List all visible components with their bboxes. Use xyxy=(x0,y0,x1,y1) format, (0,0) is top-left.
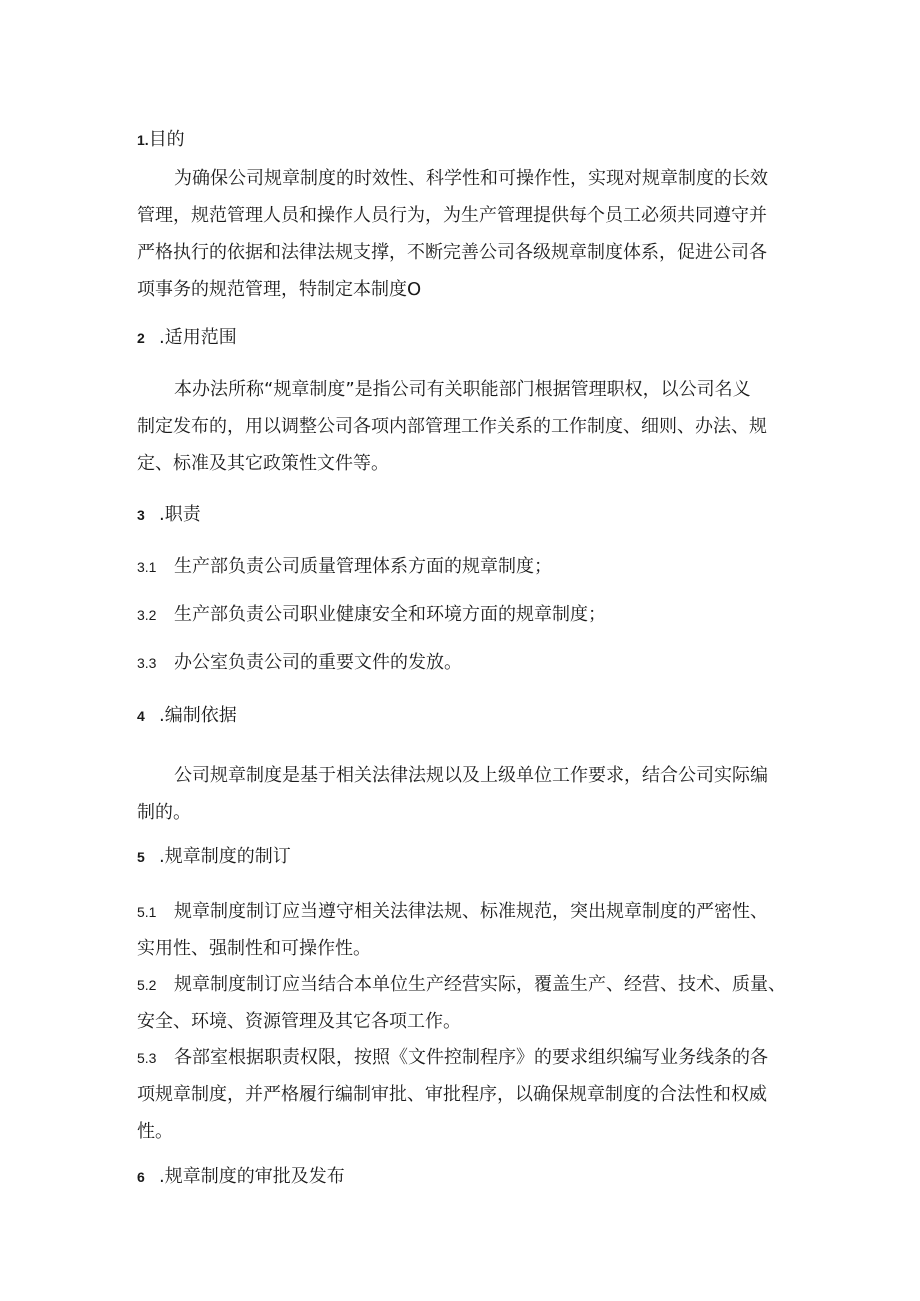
item-text: 生产部负责公司质量管理体系方面的规章制度； xyxy=(174,556,552,577)
paragraph-line: 定、标准及其它政策性文件等。 xyxy=(137,453,389,474)
section-number: 1. xyxy=(137,132,149,148)
list-item xyxy=(137,973,786,997)
paragraph-line: 性。 xyxy=(137,1121,173,1142)
section-heading-1 xyxy=(137,128,185,152)
section-heading-4 xyxy=(137,704,237,728)
item-text: 规章制度制订应当遵守相关法律法规、标准规范，突出规章制度的严密性、 xyxy=(174,901,768,922)
section-heading-2 xyxy=(137,326,237,350)
section-heading-3 xyxy=(137,503,201,527)
section-title: .职责 xyxy=(159,504,201,525)
list-item xyxy=(137,555,552,579)
item-number: 5.3 xyxy=(137,1050,157,1066)
item-number: 3.2 xyxy=(137,607,157,623)
item-number: 5.1 xyxy=(137,904,157,920)
paragraph-line: 项规章制度，并严格履行编制审批、审批程序，以确保规章制度的合法性和权威 xyxy=(137,1084,767,1105)
list-item xyxy=(137,1046,768,1070)
paragraph-line: 本办法所称“规章制度”是指公司有关职能部门根据管理职权，以公司名义 xyxy=(174,379,751,400)
item-number: 3.1 xyxy=(137,559,157,575)
section-number: 2 xyxy=(137,330,145,346)
list-item xyxy=(137,900,768,924)
section-heading-6 xyxy=(137,1165,345,1189)
paragraph-line: 管理，规范管理人员和操作人员行为，为生产管理提供每个员工必须共同遵守并 xyxy=(137,205,767,226)
paragraph-line: 安全、环境、资源管理及其它各项工作。 xyxy=(137,1011,461,1032)
item-text: 各部室根据职责权限，按照《文件控制程序》的要求组织编写业务线条的各 xyxy=(174,1047,768,1068)
item-number: 3.3 xyxy=(137,655,157,671)
paragraph-line: 制的。 xyxy=(137,802,191,823)
section-heading-5 xyxy=(137,845,291,869)
paragraph-line: 制定发布的，用以调整公司各项内部管理工作关系的工作制度、细则、办法、规 xyxy=(137,416,767,437)
item-text: 生产部负责公司职业健康安全和环境方面的规章制度； xyxy=(174,604,606,625)
section-number: 4 xyxy=(137,708,145,724)
item-text: 办公室负责公司的重要文件的发放。 xyxy=(174,652,462,673)
section-title: .编制依据 xyxy=(159,705,237,726)
paragraph-line: 实用性、强制性和可操作性。 xyxy=(137,938,371,959)
section-title: .规章制度的审批及发布 xyxy=(159,1166,345,1187)
paragraph-line: 严格执行的依据和法律法规支撑，不断完善公司各级规章制度体系，促进公司各 xyxy=(137,242,767,263)
section-number: 3 xyxy=(137,507,145,523)
paragraph-line: 项事务的规范管理，特制定本制度O xyxy=(137,279,422,300)
paragraph-line: 公司规章制度是基于相关法律法规以及上级单位工作要求，结合公司实际编 xyxy=(174,765,768,786)
list-item xyxy=(137,651,462,675)
section-number: 5 xyxy=(137,849,145,865)
item-number: 5.2 xyxy=(137,977,157,993)
section-title: .规章制度的制订 xyxy=(159,846,291,867)
paragraph-line: 为确保公司规章制度的时效性、科学性和可操作性，实现对规章制度的长效 xyxy=(174,168,768,189)
item-text: 规章制度制订应当结合本单位生产经营实际，覆盖生产、经营、技术、质量、 xyxy=(174,974,786,995)
list-item xyxy=(137,603,606,627)
section-title: .适用范围 xyxy=(159,327,237,348)
section-number: 6 xyxy=(137,1169,145,1185)
section-title: 目的 xyxy=(148,129,185,150)
